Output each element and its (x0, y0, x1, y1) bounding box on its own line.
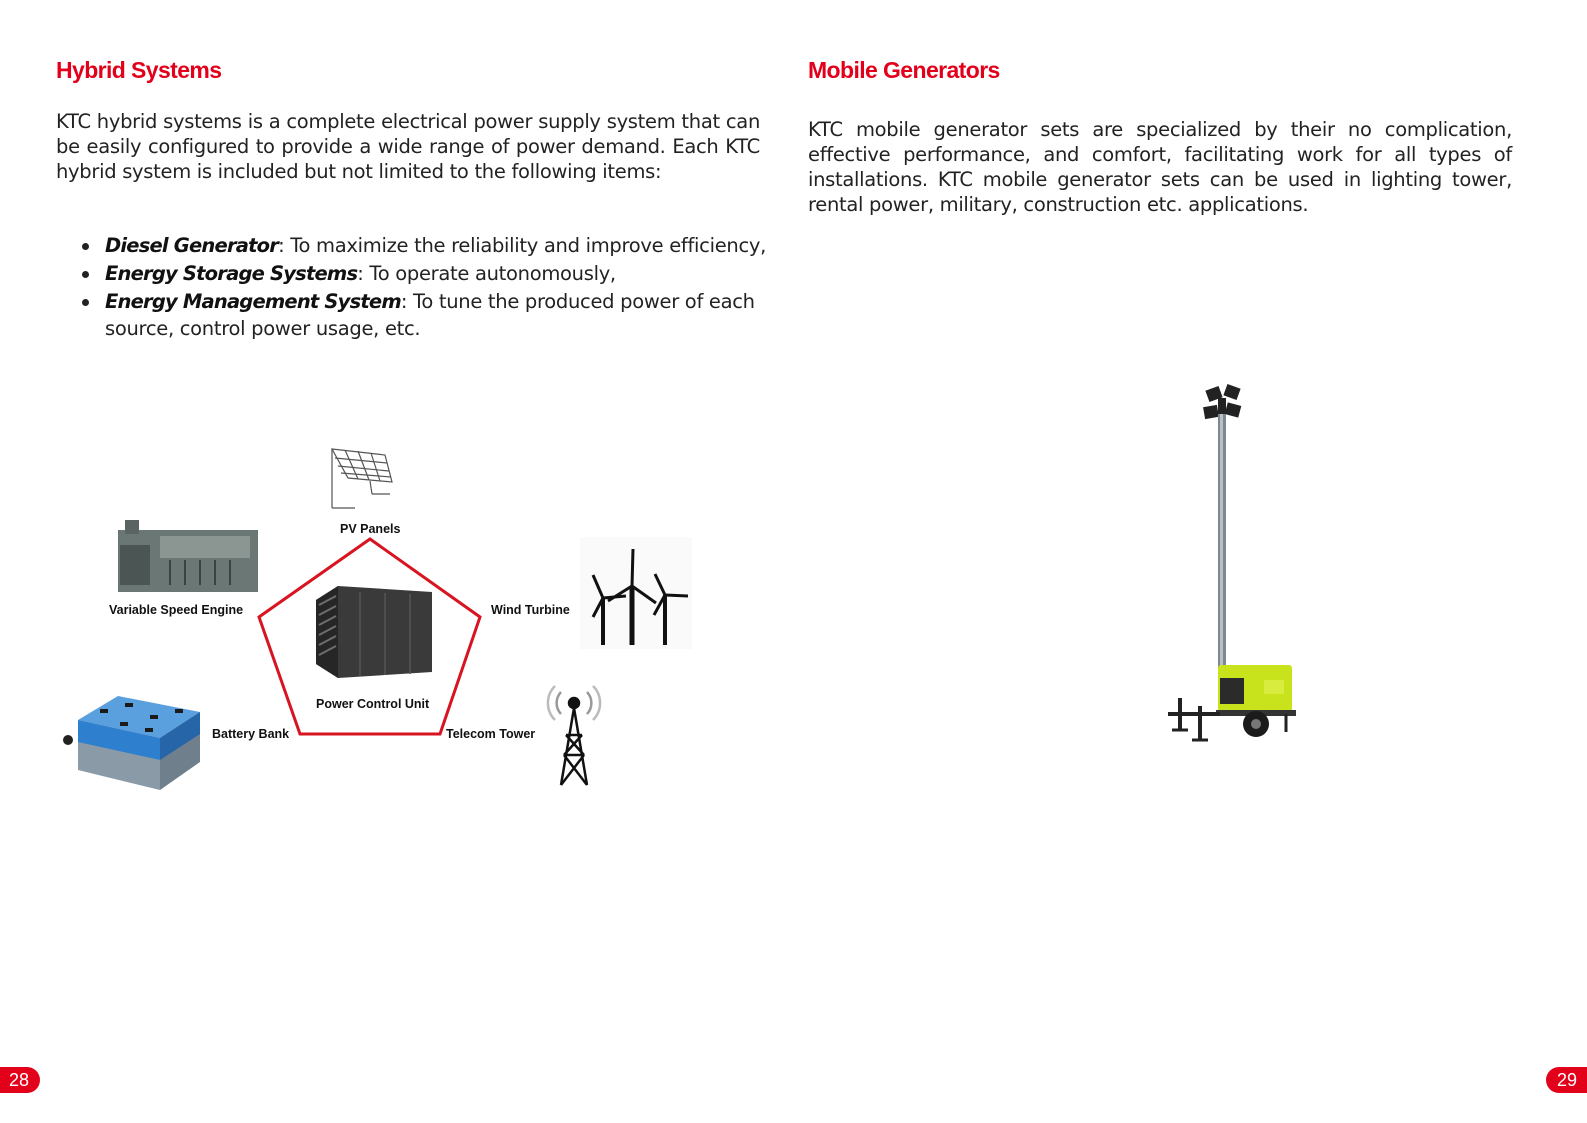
label-variable-speed-engine: Variable Speed Engine (109, 603, 244, 617)
label-pv-panels: PV Panels (340, 522, 401, 536)
battery-bank-icon (63, 696, 200, 790)
bullet-term: Energy Storage Systems (105, 262, 358, 285)
lighting-tower-image (1160, 380, 1310, 750)
label-power-control-unit: Power Control Unit (316, 697, 430, 711)
hybrid-systems-intro: KTC hybrid systems is a complete electrical power supply system that can be easily configured to provide a wide range of power demand. Each KTC hybrid system is included but not limited to the following items: (56, 110, 760, 183)
generator-housing (1216, 665, 1296, 716)
bullet-term: Diesel Generator (105, 234, 279, 257)
label-wind-turbine: Wind Turbine (491, 603, 570, 617)
pv-panel-icon (332, 449, 392, 508)
mobile-generators-heading: Mobile Generators (808, 57, 1000, 83)
bullet-text: : To tune the produced power of each source, control power usage, etc. (105, 290, 755, 340)
bullet-text: : To maximize the reliability and improve efficiency, (278, 234, 767, 257)
mobile-generators-intro: KTC mobile generator sets are specialized by their no complication, effective performance, and comfort, facilitating work for all types of installations. KTC mobile generator sets can be used in lighting tower, rental power, military, construction etc. applications. (808, 118, 1512, 216)
bullet-text: : To operate autonomously, (357, 262, 616, 285)
label-battery-bank: Battery Bank (212, 727, 290, 741)
lamp-head-icon (1203, 384, 1241, 419)
power-control-unit-icon (316, 586, 432, 678)
engine-icon (118, 520, 258, 592)
telecom-tower-icon (548, 686, 600, 785)
page-number-right: 29 (1546, 1067, 1587, 1093)
page-number-left: 28 (0, 1067, 40, 1093)
label-telecom-tower: Telecom Tower (446, 727, 536, 741)
bullet-term: Energy Management System (105, 290, 401, 313)
wind-turbine-icon (580, 537, 692, 649)
hybrid-systems-heading: Hybrid Systems (56, 57, 222, 83)
